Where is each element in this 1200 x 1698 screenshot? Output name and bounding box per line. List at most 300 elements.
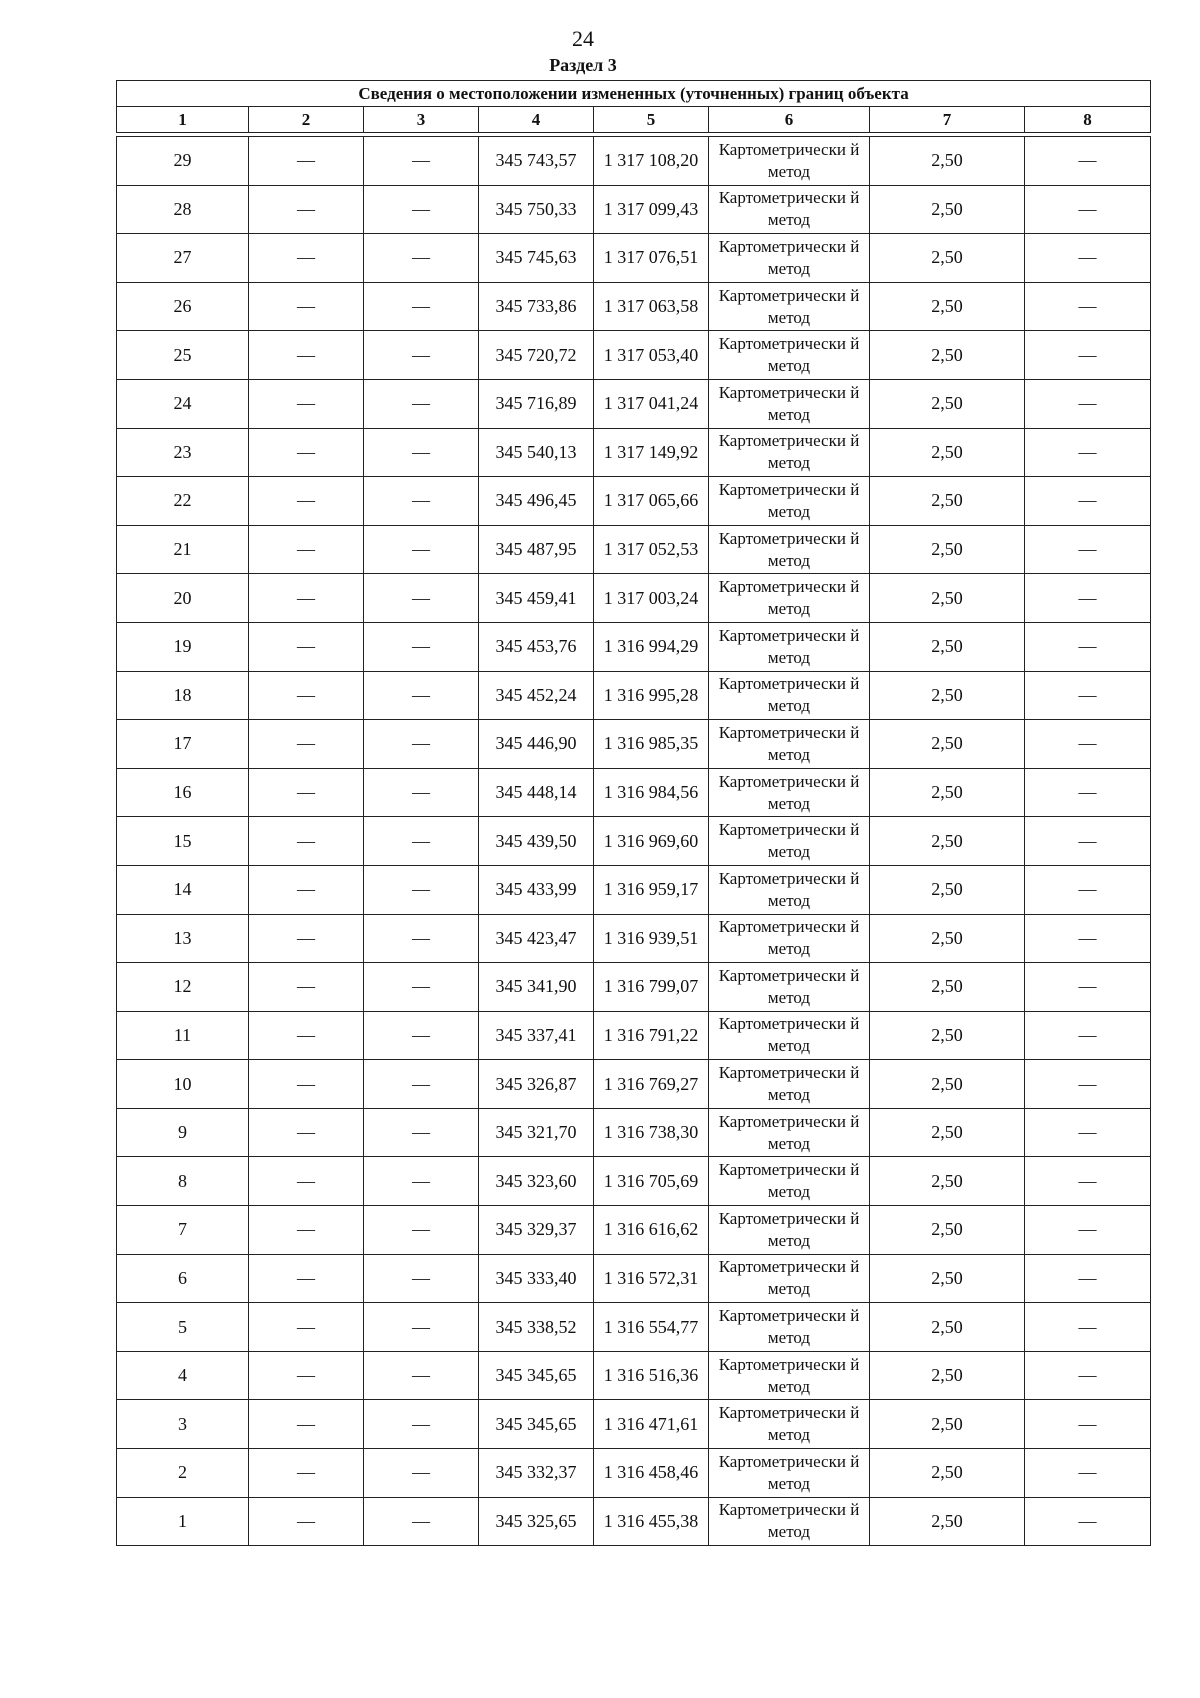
x-coordinate-cell-text: 345 448,14 [495,782,577,803]
point-number-cell [117,1254,249,1303]
column-2-cell [249,282,364,331]
section-title: Раздел 3 [549,55,617,75]
column-8-cell-text: — [1078,1510,1097,1531]
table-row [117,1108,1151,1157]
method-cell [709,914,870,963]
point-number-cell-text: 7 [178,1219,187,1240]
method-cell [709,865,870,914]
point-number-cell-text: 16 [173,782,192,803]
table-row [117,574,1151,623]
method-cell-text: Картометрически й метод [718,139,860,181]
precision-cell [870,282,1025,331]
table-caption: Сведения о местоположении измененных (уточненных) границ объекта [117,81,1151,107]
column-2-cell [249,1060,364,1109]
x-coordinate-cell-text: 345 453,76 [495,636,577,657]
precision-cell-text: 2,50 [931,1219,963,1240]
column-2-cell [249,1449,364,1498]
point-number-cell-text: 8 [178,1170,187,1191]
method-cell-text: Картометрически й метод [718,771,860,813]
x-coordinate-cell-text: 345 333,40 [495,1267,577,1288]
x-coordinate-cell [479,817,594,866]
column-8-cell [1025,1400,1151,1449]
precision-cell-text: 2,50 [931,976,963,997]
column-number: 5 [594,107,709,133]
precision-cell [870,234,1025,283]
column-2-cell-text: — [297,247,315,268]
table-body [117,137,1151,1546]
point-number-cell [117,1351,249,1400]
point-number-cell [117,525,249,574]
x-coordinate-cell-text: 345 452,24 [495,684,577,705]
precision-cell-text: 2,50 [931,198,963,219]
column-3-cell [364,137,479,186]
column-3-cell-text: — [412,393,430,414]
precision-cell-text: 2,50 [931,1316,963,1337]
column-3-cell-text: — [412,296,430,317]
column-number: 3 [364,107,479,133]
y-coordinate-cell-text: 1 317 076,51 [603,247,699,268]
precision-cell-text: 2,50 [931,296,963,317]
column-3-cell [364,282,479,331]
table-row [117,137,1151,186]
column-8-cell [1025,185,1151,234]
precision-cell-text: 2,50 [931,587,963,608]
y-coordinate-cell-text: 1 317 063,58 [603,296,699,317]
column-8-cell-text: — [1078,976,1097,997]
precision-cell [870,1108,1025,1157]
method-cell-text: Картометрически й метод [718,334,860,376]
column-8-cell-text: — [1078,636,1097,657]
point-number-cell [117,137,249,186]
column-2-cell [249,1303,364,1352]
precision-cell [870,185,1025,234]
column-3-cell-text: — [412,830,430,851]
x-coordinate-cell [479,137,594,186]
precision-cell-text: 2,50 [931,539,963,560]
column-3-cell [364,1157,479,1206]
x-coordinate-cell-text: 345 745,63 [495,247,577,268]
column-3-cell-text: — [412,782,430,803]
method-cell [709,1060,870,1109]
column-8-cell-text: — [1078,441,1097,462]
precision-cell-text: 2,50 [931,1267,963,1288]
y-coordinate-cell-text: 1 317 052,53 [603,539,699,560]
method-cell-text: Картометрически й метод [718,1257,860,1299]
precision-cell [870,622,1025,671]
x-coordinate-cell [479,914,594,963]
column-3-cell-text: — [412,1462,430,1483]
column-2-cell-text: — [297,150,315,171]
column-3-cell-text: — [412,976,430,997]
point-number-cell [117,817,249,866]
y-coordinate-cell [594,477,709,526]
precision-cell [870,1060,1025,1109]
x-coordinate-cell [479,1254,594,1303]
column-8-cell [1025,963,1151,1012]
column-8-cell [1025,1254,1151,1303]
table-row [117,379,1151,428]
column-3-cell [364,1351,479,1400]
column-2-cell [249,137,364,186]
table-row [117,963,1151,1012]
column-8-cell-text: — [1078,393,1097,414]
y-coordinate-cell [594,622,709,671]
table-row [117,1206,1151,1255]
method-cell-text: Картометрически й метод [718,1306,860,1348]
column-2-cell [249,428,364,477]
method-cell-text: Картометрически й метод [718,820,860,862]
column-2-cell-text: — [297,1267,315,1288]
column-3-cell [364,1497,479,1546]
precision-cell [870,428,1025,477]
x-coordinate-cell-text: 345 433,99 [495,879,577,900]
y-coordinate-cell-text: 1 316 705,69 [603,1170,699,1191]
column-2-cell [249,817,364,866]
point-number-cell-text: 20 [173,587,192,608]
precision-cell [870,1206,1025,1255]
method-cell-text: Картометрически й метод [718,1063,860,1105]
method-cell [709,137,870,186]
point-number-cell [117,1060,249,1109]
column-3-cell-text: — [412,1170,430,1191]
y-coordinate-cell [594,963,709,1012]
column-3-cell-text: — [412,1122,430,1143]
x-coordinate-cell [479,1108,594,1157]
y-coordinate-cell [594,428,709,477]
precision-cell-text: 2,50 [931,782,963,803]
point-number-cell-text: 1 [178,1510,187,1531]
x-coordinate-cell-text: 345 337,41 [495,1024,577,1045]
precision-cell-text: 2,50 [931,1024,963,1045]
y-coordinate-cell [594,185,709,234]
y-coordinate-cell [594,1351,709,1400]
y-coordinate-cell-text: 1 317 053,40 [603,344,699,365]
method-cell [709,1351,870,1400]
precision-cell-text: 2,50 [931,247,963,268]
column-3-cell [364,379,479,428]
x-coordinate-cell [479,1449,594,1498]
point-number-cell [117,234,249,283]
method-cell-text: Картометрически й метод [718,1451,860,1493]
y-coordinate-cell-text: 1 316 984,56 [603,782,699,803]
table-row [117,671,1151,720]
column-2-cell-text: — [297,976,315,997]
point-number-cell-text: 23 [173,441,192,462]
column-8-cell-text: — [1078,1024,1097,1045]
column-2-cell [249,622,364,671]
x-coordinate-cell [479,1351,594,1400]
column-8-cell [1025,817,1151,866]
column-8-cell-text: — [1078,1122,1097,1143]
column-number: 1 [117,107,249,133]
point-number-cell-text: 10 [173,1073,192,1094]
point-number-cell-text: 2 [178,1462,187,1483]
column-3-cell [364,671,479,720]
precision-cell-text: 2,50 [931,927,963,948]
method-cell [709,234,870,283]
x-coordinate-cell-text: 345 323,60 [495,1170,577,1191]
precision-cell [870,768,1025,817]
y-coordinate-cell [594,768,709,817]
x-coordinate-cell-text: 345 345,65 [495,1365,577,1386]
column-3-cell [364,185,479,234]
precision-cell [870,1497,1025,1546]
column-3-cell-text: — [412,247,430,268]
column-8-cell-text: — [1078,879,1097,900]
table-row [117,331,1151,380]
x-coordinate-cell-text: 345 720,72 [495,344,577,365]
x-coordinate-cell [479,331,594,380]
x-coordinate-cell-text: 345 341,90 [495,976,577,997]
column-3-cell [364,768,479,817]
x-coordinate-cell-text: 345 326,87 [495,1073,577,1094]
method-cell [709,1108,870,1157]
column-2-cell [249,1157,364,1206]
point-number-cell [117,379,249,428]
table-row [117,622,1151,671]
column-8-cell-text: — [1078,150,1097,171]
method-cell-text: Картометрически й метод [718,965,860,1007]
x-coordinate-cell [479,1060,594,1109]
column-3-cell-text: — [412,927,430,948]
point-number-cell [117,331,249,380]
x-coordinate-cell-text: 345 496,45 [495,490,577,511]
precision-cell-text: 2,50 [931,150,963,171]
table-row [117,477,1151,526]
point-number-cell [117,963,249,1012]
precision-cell [870,1400,1025,1449]
column-8-cell-text: — [1078,782,1097,803]
precision-cell [870,477,1025,526]
table-row [117,525,1151,574]
x-coordinate-cell [479,379,594,428]
y-coordinate-cell-text: 1 316 791,22 [603,1024,699,1045]
column-2-cell-text: — [297,393,315,414]
precision-cell [870,1351,1025,1400]
y-coordinate-cell-text: 1 316 458,46 [603,1462,699,1483]
column-3-cell [364,720,479,769]
column-3-cell-text: — [412,636,430,657]
y-coordinate-cell-text: 1 317 003,24 [603,587,699,608]
y-coordinate-cell-text: 1 316 939,51 [603,927,699,948]
column-2-cell [249,1400,364,1449]
x-coordinate-cell-text: 345 423,47 [495,927,577,948]
table-row [117,1011,1151,1060]
x-coordinate-cell-text: 345 345,65 [495,1413,577,1434]
column-3-cell [364,1011,479,1060]
method-cell [709,622,870,671]
method-cell-text: Картометрически й метод [718,528,860,570]
x-coordinate-cell [479,1011,594,1060]
x-coordinate-cell [479,525,594,574]
column-8-cell [1025,1303,1151,1352]
y-coordinate-cell [594,720,709,769]
column-8-cell-text: — [1078,1219,1097,1240]
column-3-cell-text: — [412,198,430,219]
method-cell-text: Картометрически й метод [718,722,860,764]
point-number-cell [117,865,249,914]
page-number: 24 [572,26,594,51]
column-8-cell-text: — [1078,1073,1097,1094]
table-row [117,1303,1151,1352]
column-8-cell [1025,428,1151,477]
precision-cell-text: 2,50 [931,344,963,365]
y-coordinate-cell [594,1060,709,1109]
column-2-cell-text: — [297,441,315,462]
precision-cell-text: 2,50 [931,1365,963,1386]
point-number-cell-text: 28 [173,198,192,219]
y-coordinate-cell [594,1497,709,1546]
method-cell-text: Картометрически й метод [718,577,860,619]
precision-cell [870,1254,1025,1303]
x-coordinate-cell-text: 345 459,41 [495,587,577,608]
y-coordinate-cell-text: 1 317 149,92 [603,441,699,462]
precision-cell [870,525,1025,574]
column-3-cell-text: — [412,1024,430,1045]
y-coordinate-cell [594,574,709,623]
column-8-cell [1025,865,1151,914]
y-coordinate-cell [594,914,709,963]
precision-cell [870,671,1025,720]
x-coordinate-cell-text: 345 439,50 [495,830,577,851]
column-2-cell [249,671,364,720]
point-number-cell [117,1157,249,1206]
x-coordinate-cell [479,282,594,331]
table-row [117,428,1151,477]
column-3-cell [364,1400,479,1449]
column-8-cell-text: — [1078,344,1097,365]
x-coordinate-cell-text: 345 446,90 [495,733,577,754]
column-2-cell-text: — [297,927,315,948]
x-coordinate-cell [479,622,594,671]
method-cell [709,1206,870,1255]
point-number-cell-text: 26 [173,296,192,317]
point-number-cell [117,282,249,331]
x-coordinate-cell-text: 345 325,65 [495,1510,577,1531]
point-number-cell-text: 15 [173,830,192,851]
column-2-cell-text: — [297,782,315,803]
column-3-cell [364,574,479,623]
y-coordinate-cell-text: 1 316 616,62 [603,1219,699,1240]
column-8-cell [1025,914,1151,963]
x-coordinate-cell [479,574,594,623]
precision-cell [870,1449,1025,1498]
method-cell [709,817,870,866]
column-2-cell-text: — [297,539,315,560]
x-coordinate-cell-text: 345 716,89 [495,393,577,414]
y-coordinate-cell-text: 1 316 769,27 [603,1073,699,1094]
column-2-cell [249,963,364,1012]
method-cell [709,379,870,428]
point-number-cell-text: 21 [173,539,192,560]
column-8-cell-text: — [1078,1462,1097,1483]
column-3-cell-text: — [412,344,430,365]
column-3-cell-text: — [412,490,430,511]
column-2-cell-text: — [297,1365,315,1386]
column-8-cell [1025,234,1151,283]
method-cell-text: Картометрически й метод [718,479,860,521]
table-row [117,720,1151,769]
x-coordinate-cell [479,428,594,477]
column-2-cell-text: — [297,344,315,365]
column-8-cell-text: — [1078,490,1097,511]
precision-cell [870,331,1025,380]
y-coordinate-cell [594,1108,709,1157]
y-coordinate-cell-text: 1 316 959,17 [603,879,699,900]
point-number-cell [117,1108,249,1157]
method-cell [709,720,870,769]
column-3-cell-text: — [412,1365,430,1386]
column-8-cell-text: — [1078,1267,1097,1288]
x-coordinate-cell [479,477,594,526]
column-2-cell-text: — [297,1316,315,1337]
y-coordinate-cell-text: 1 317 099,43 [603,198,699,219]
method-cell-text: Картометрически й метод [718,868,860,910]
column-2-cell-text: — [297,830,315,851]
table-row [117,1157,1151,1206]
column-8-cell [1025,574,1151,623]
y-coordinate-cell-text: 1 316 455,38 [603,1510,699,1531]
point-number-cell [117,768,249,817]
precision-cell [870,914,1025,963]
x-coordinate-cell [479,185,594,234]
column-2-cell-text: — [297,1413,315,1434]
point-number-cell [117,671,249,720]
column-2-cell-text: — [297,1073,315,1094]
column-3-cell [364,865,479,914]
x-coordinate-cell-text: 345 540,13 [495,441,577,462]
point-number-cell [117,477,249,526]
method-cell-text: Картометрически й метод [718,188,860,230]
column-2-cell [249,1351,364,1400]
column-3-cell [364,1303,479,1352]
column-3-cell-text: — [412,441,430,462]
x-coordinate-cell-text: 345 743,57 [495,150,577,171]
x-coordinate-cell [479,768,594,817]
method-cell-text: Картометрически й метод [718,674,860,716]
x-coordinate-cell [479,234,594,283]
table-row [117,768,1151,817]
column-8-cell-text: — [1078,539,1097,560]
column-3-cell-text: — [412,1413,430,1434]
point-number-cell-text: 9 [178,1122,187,1143]
column-8-cell-text: — [1078,1170,1097,1191]
method-cell-text: Картометрически й метод [718,917,860,959]
y-coordinate-cell [594,331,709,380]
method-cell-text: Картометрически й метод [718,431,860,473]
column-8-cell-text: — [1078,1365,1097,1386]
x-coordinate-cell [479,1157,594,1206]
column-2-cell-text: — [297,1219,315,1240]
column-8-cell-text: — [1078,1316,1097,1337]
precision-cell [870,137,1025,186]
y-coordinate-cell-text: 1 316 516,36 [603,1365,699,1386]
column-8-cell [1025,331,1151,380]
method-cell-text: Картометрически й метод [718,1111,860,1153]
y-coordinate-cell-text: 1 316 738,30 [603,1122,699,1143]
y-coordinate-cell-text: 1 317 108,20 [603,150,699,171]
method-cell [709,671,870,720]
y-coordinate-cell-text: 1 316 969,60 [603,830,699,851]
x-coordinate-cell-text: 345 332,37 [495,1462,577,1483]
method-cell [709,185,870,234]
point-number-cell [117,914,249,963]
column-number: 7 [870,107,1025,133]
column-3-cell [364,525,479,574]
precision-cell [870,1157,1025,1206]
y-coordinate-cell [594,137,709,186]
column-2-cell-text: — [297,733,315,754]
